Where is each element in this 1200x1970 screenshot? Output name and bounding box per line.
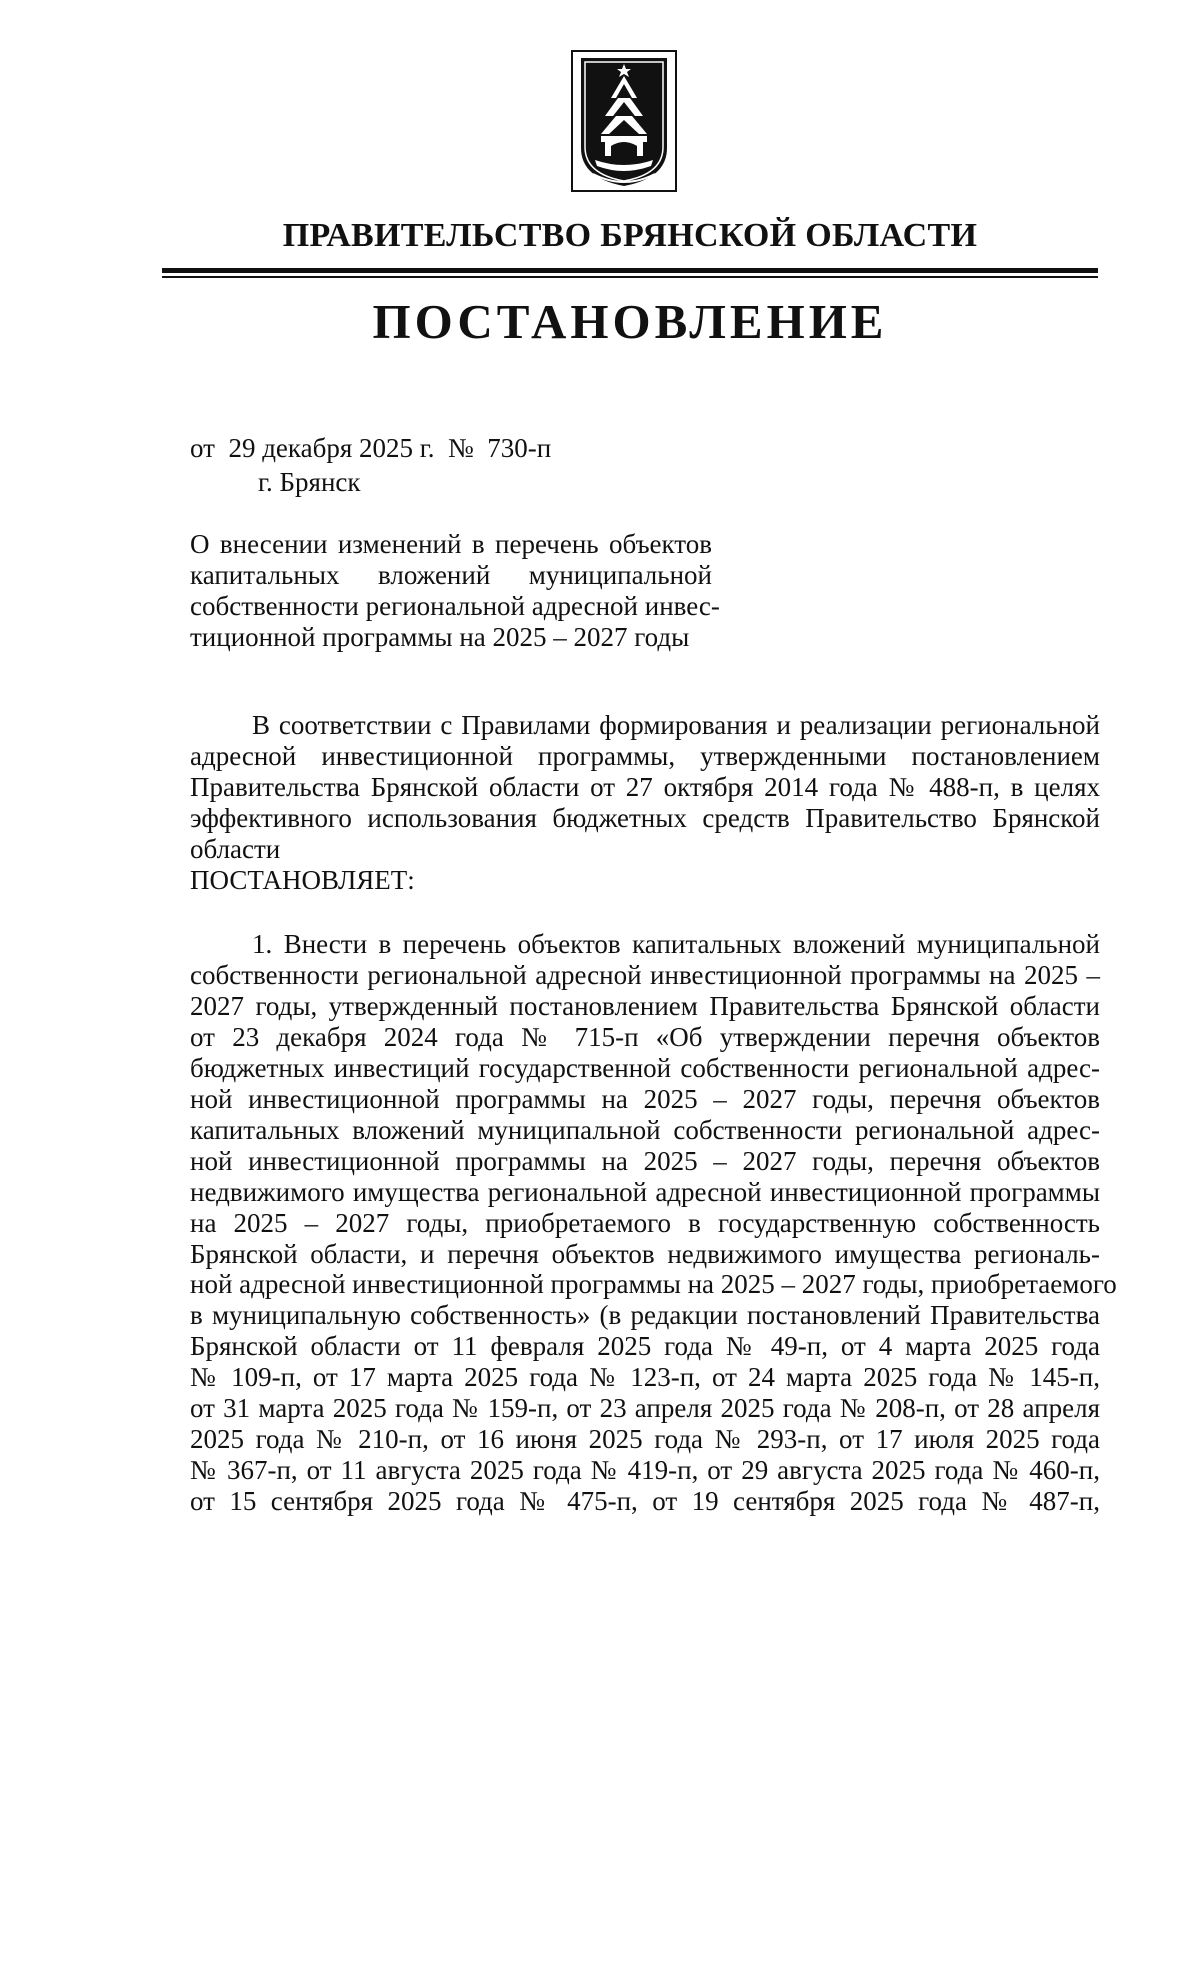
point-line: недвижимого имущества региональной адресной инвестиционной программы [190,1176,1100,1207]
point-line: капитальных вложений муниципальной собственности региональной адрес- [190,1114,1100,1145]
document-type-title: ПОСТАНОВЛЕНИЕ [372,294,888,349]
coat-of-arms-icon [571,50,677,192]
point-line: ной инвестиционной программы на 2025 – 2027 годы, перечня объектов [190,1083,1100,1114]
point-line: № 109-п, от 17 марта 2025 года № 123-п, от 24 марта 2025 года № 145-п, [190,1362,1100,1393]
point-line: на 2025 – 2027 годы, приобретаемого в государственную собственность [190,1207,1100,1238]
preamble-line: адресной инвестиционной программы, утвержденными постановлением [190,740,1100,771]
document-city: г. Брянск [258,467,361,497]
document-subject [190,529,720,653]
subject-line: О внесении изменений в перечень объектов [190,529,712,559]
header-divider [162,268,1098,280]
subject-line: тиционной программы на 2025 – 2027 годы [190,622,690,652]
point-line: Брянской области от 11 февраля 2025 года № 49-п, от 4 марта 2025 года [190,1331,1100,1362]
point-line: собственности региональной адресной инвестиционной программы на 2025 – [190,960,1100,991]
subject-line: капитальных вложений муниципальной [190,560,712,590]
point-line: № 367-п, от 11 августа 2025 года № 419-п, от 29 августа 2025 года № 460-п, [190,1454,1100,1485]
preamble-line: эффективного использования бюджетных средств Правительство Брянской [190,802,1100,833]
point-line: Брянской области, и перечня объектов недвижимого имущества региональ- [190,1238,1100,1269]
point-line: от 23 декабря 2024 года № 715-п «Об утверждении перечня объектов [190,1022,1100,1053]
government-title: ПРАВИТЕЛЬСТВО БРЯНСКОЙ ОБЛАСТИ [282,217,978,254]
point-line: 1. Внести в перечень объектов капитальных вложений муниципальной [252,929,1100,960]
document-date-number: от 29 декабря 2025 г. № 730-п [190,433,552,463]
subject-line: собственности региональной адресной инвес- [190,591,720,621]
preamble-line: Правительства Брянской области от 27 октября 2014 года № 488-п, в целях [190,771,1100,802]
resolves-heading: ПОСТАНОВЛЯЕТ: [190,864,415,895]
preamble-line: области [190,833,281,864]
document-body [190,710,1117,1517]
point-line: от 31 марта 2025 года № 159-п, от 23 апреля 2025 года № 208-п, от 28 апреля [190,1393,1100,1424]
point-line: 2025 года № 210-п, от 16 июня 2025 года № 293-п, от 17 июля 2025 года [190,1423,1100,1454]
point-line: от 15 сентября 2025 года № 475-п, от 19 сентября 2025 года № 487-п, [190,1485,1100,1516]
point-line: ной инвестиционной программы на 2025 – 2027 годы, перечня объектов [190,1145,1100,1176]
preamble-line: В соответствии с Правилами формирования и реализации региональной [252,710,1100,740]
point-line: 2027 годы, утвержденный постановлением Правительства Брянской области [190,991,1100,1022]
point-line: в муниципальную собственность» (в редакции постановлений Правительства [190,1300,1100,1331]
point-line: ной адресной инвестиционной программы на 2025 – 2027 годы, приобретаемого [190,1269,1117,1300]
point-line: бюджетных инвестиций государственной собственности региональной адрес- [190,1053,1100,1084]
